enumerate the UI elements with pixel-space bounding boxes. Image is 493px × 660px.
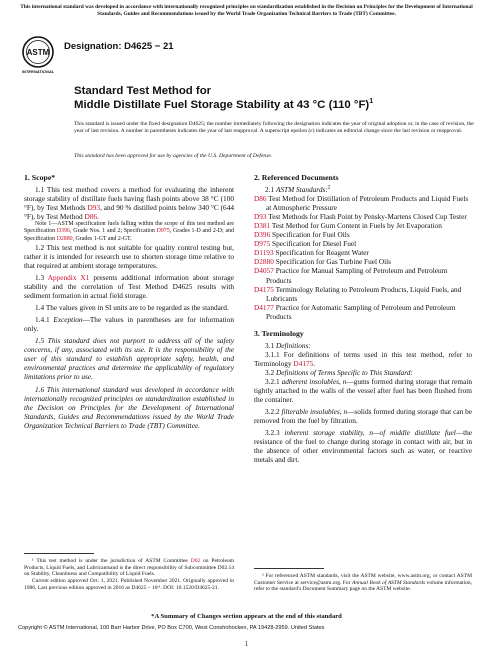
para-3-2-1: 3.2.1 adherent insolubles, n—gums formed during storage that remain tightly attached to the walls of the vessel after fuel has been flushed from the container. <box>254 376 473 405</box>
logo-text: ASTM <box>26 48 50 57</box>
ref-item: D86 Test Method for Distillation of Petroleum Products and Liquid Fuels at Atmospheric Pressure <box>254 194 469 213</box>
ref-item: D4175 Terminology Relating to Petroleum Products, Liquid Fuels, and Lubricants <box>254 284 462 303</box>
ref-code-link[interactable]: D93 <box>254 212 267 222</box>
ref-item: D975 Specification for Diesel Fuel <box>254 239 357 249</box>
section-3-heading: 3. Terminology <box>254 328 304 338</box>
document-title <box>74 84 474 112</box>
section-1-heading: 1. Scope* <box>24 173 56 182</box>
logo-subtext: INTERNATIONAL <box>21 69 55 74</box>
para-3-2-3: 3.2.3 inherent storage stability, n—of middle distillate fuel—the resistance of the fuel to change during storage in contact with air, but in the absence of other environmental factors such as water, or reactive metals and dirt. <box>254 428 473 465</box>
ref-code-link[interactable]: D4177 <box>254 302 274 312</box>
link-d93[interactable]: D93 <box>87 203 101 213</box>
footnote-2: ² For referenced ASTM standards, visit the ASTM website, www.astm.org, or contact ASTM Customer Service at service@astm.org. For Annual Book of ASTM Standards volume information, refer to the standard's Document Summary page on the ASTM website. <box>254 573 472 593</box>
para-1-3: 1.3 Appendix X1 presents additional information about storage stability and the correlation of Test Method D4625 results with sediment formation in actual field storage. <box>24 272 234 301</box>
astm-logo-icon <box>20 35 56 75</box>
ref-item: D396 Specification for Fuel Oils <box>254 230 350 240</box>
ref-code-link[interactable]: D1193 <box>254 248 274 258</box>
footnote-divider <box>24 553 94 554</box>
link-d975[interactable]: D975 <box>156 228 170 235</box>
wto-notice: This international standard was developed in accordance with internationally recognized principles on standardization established in the Decision on Principles for the Development of International Standards, Guides and Recommendations issued by the World Trade Organization Technical Barriers to Trade (TBT) Committee. <box>20 4 473 17</box>
ref-item: D4177 Practice for Automatic Sampling of Petroleum and Petroleum Products <box>254 302 456 321</box>
para-1-1: 1.1 This test method covers a method for evaluating the inherent storage stability of distillate fuels having flash points above 38 °C (100 °F), by Test Methods D93, and 90 % distilled points below 340 °C (644 °F), by Test Method D86. <box>24 185 234 222</box>
ref-item: D2880 Specification for Gas Turbine Fuel Oils <box>254 257 392 267</box>
ref-code-link[interactable]: D4057 <box>254 266 274 276</box>
ref-item: D381 Test Method for Gum Content in Fuels by Jet Evaporation <box>254 221 442 231</box>
link-d2880[interactable]: D2880 <box>56 235 73 242</box>
ref-code-link[interactable]: D381 <box>254 221 271 231</box>
left-footnotes <box>24 553 234 592</box>
para-1-5: 1.5 This standard does not purport to address all of the safety concerns, if any, associated with its use. It is the responsibility of the user of this standard to establish appropriate safety, health, and environmental practices and determine the applicability of regulatory limitations prior to use. <box>24 336 234 382</box>
ref-code-link[interactable]: D4175 <box>254 284 274 294</box>
ref-code-link[interactable]: D86 <box>254 194 267 204</box>
copyright-notice: Copyright © ASTM International, 100 Barr Harbor Drive, PO Box C700, West Conshohocken, PA 19428-2959. United States <box>18 625 325 631</box>
footnote-1: ¹ This test method is under the jurisdiction of ASTM Committee D02 on Petroleum Products, Liquid Fuels, and Lubricantsand is the direct responsibility of Subcommittee D02.14 on Stability, Cleanliness and Compatibility of Liquid Fuels. <box>24 558 234 578</box>
designation: Designation: D4625 − 21 <box>64 41 174 52</box>
ref-code-link[interactable]: D2880 <box>254 257 274 267</box>
title-line-2: Middle Distillate Fuel Storage Stability at 43 °C (110 °F)$^1$ <box>74 98 374 111</box>
para-3-2-2: 3.2.2 filterable insolubles, n—solids formed during storage that can be removed from the fuel by filtration. <box>254 407 473 426</box>
footnote-1-edition: Current edition approved Oct. 1, 2021. Published November 2021. Originally approved in 1986. Last previous edition approved in 2016 as D4625 – 16ᵉ¹. DOI: 10.1520/D4625-21. <box>24 578 234 591</box>
ref-item: D4057 Practice for Manual Sampling of Petroleum and Petroleum Products <box>254 266 448 285</box>
para-1-4: 1.4 The values given in SI units are to be regarded as the standard. <box>35 303 229 313</box>
ref-code-link[interactable]: D975 <box>254 239 271 249</box>
para-1-2: 1.2 This test method is not suitable for quality control testing but, rather it is intended for research use to shorten storage time relative to that required at ambient storage temperatures. <box>24 242 234 270</box>
standard-issue-note: This standard is issued under the fixed designation D4625; the number immediately following the designation indicates the year of original adoption or, in the case of revision, the year of last revision. A number in parentheses indicates the year of last reapproval. A superscript epsilon (ε) indicates an editorial change since the last revision or reapproval. <box>74 121 474 135</box>
para-3-1: 3.1 Definitions: <box>265 340 311 350</box>
para-1-6: 1.6 This international standard was developed in accordance with internationally recognized principles on standardization established in the Decision on Principles for the Development of International Standards, Guides and Recommendations issued by the World Trade Organization Technical Barriers to Trade (TBT) Committee. <box>24 384 234 430</box>
ref-item: D1193 Specification for Reagent Water <box>254 248 369 258</box>
para-3-1-1: 3.1.1 For definitions of terms used in this test method, refer to Terminology D4175. <box>254 349 472 368</box>
link-d86[interactable]: D86 <box>84 212 98 222</box>
note-1: Note 1—ASTM specification fuels falling within the scope of this test method are Specification D396, Grade Nos. 1 and 2; Specification D975, Grades 1-D and 2-D; and Specification D2880, Grades 1-GT and 2-GT. <box>24 221 234 242</box>
dod-approval-note: This standard has been approved for use by agencies of the U.S. Department of Defense. <box>74 153 273 159</box>
link-d4175[interactable]: D4175 <box>293 358 314 368</box>
ref-item: D93 Test Methods for Flash Point by Pensky-Martens Closed Cup Tester <box>254 212 467 222</box>
para-3-2: 3.2 Definitions of Terms Specific to This Standard: <box>265 367 413 377</box>
page-number: 1 <box>244 640 249 648</box>
footnote-ref-2[interactable]: 2 <box>327 184 331 191</box>
title-line-1: Standard Test Method for <box>74 85 212 97</box>
para-2-1: 2.1 ASTM Standards:$^2$ <box>265 184 331 195</box>
footnote-divider <box>254 568 324 569</box>
ref-code-link[interactable]: D396 <box>254 230 271 240</box>
section-2-heading: 2. Referenced Documents <box>254 173 339 182</box>
referenced-standards-list <box>254 194 472 321</box>
link-appendix-x1[interactable]: Appendix X1 <box>47 272 90 282</box>
link-d396[interactable]: D396 <box>56 228 70 235</box>
right-column <box>254 173 472 464</box>
title-footnote-ref[interactable]: 1 <box>369 98 374 106</box>
summary-of-changes-note: *A Summary of Changes section appears at the end of this standard <box>151 613 342 620</box>
link-d02[interactable]: D02 <box>190 558 201 564</box>
left-column <box>24 173 234 430</box>
right-footnotes <box>254 568 472 593</box>
para-1-4-1: 1.4.1 Exception—The values in parentheses are for information only. <box>24 315 234 334</box>
